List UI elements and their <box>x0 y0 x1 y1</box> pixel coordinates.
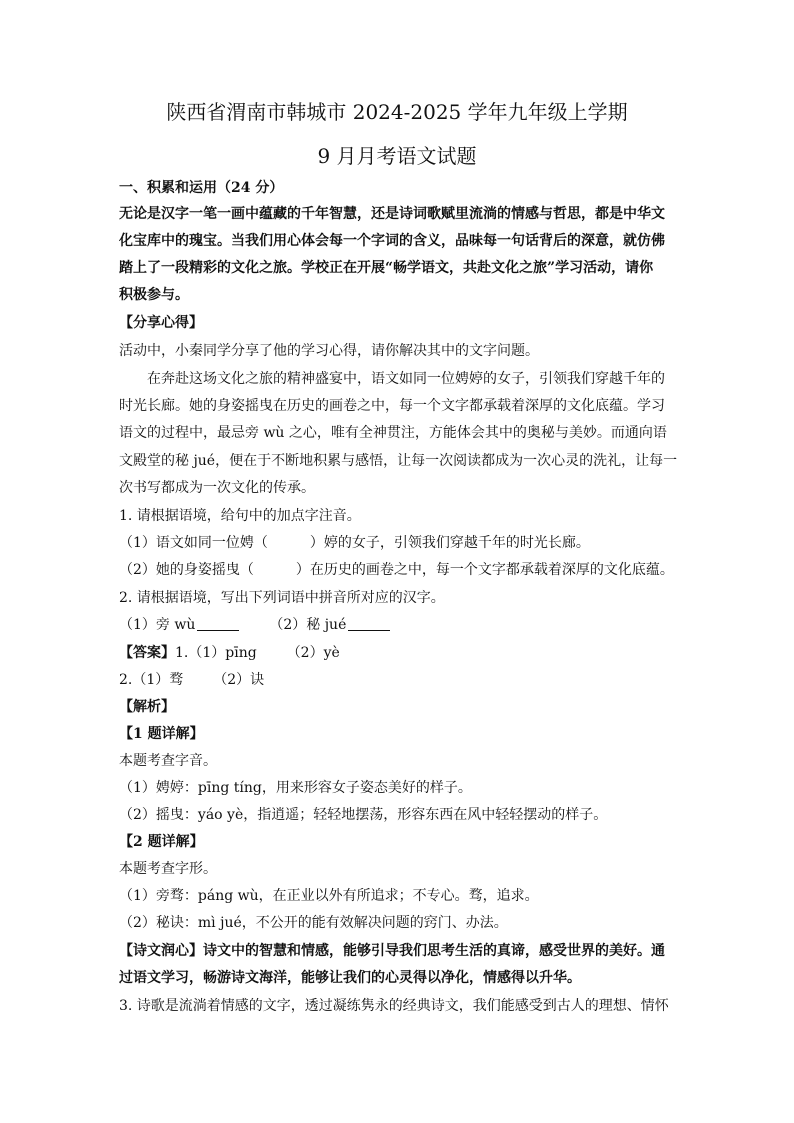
question-1-item-2: （2）她的身姿摇曳（ ）在历史的画卷之中，每一个文字都承载着深厚的文化底蕴。 <box>119 562 674 578</box>
passage-line-5: 次书写都成为一次文化的传承。 <box>119 480 315 496</box>
detail-1-item-2: （2）摇曳：yáo yè，指逍遥；轻轻地摆荡，形容东西在风中轻轻摆动的样子。 <box>119 807 608 823</box>
passage-line-1: 在奔赴这场文化之旅的精神盛宴中，语文如同一位娉婷的女子，引领我们穿越千年的 <box>147 371 665 387</box>
question-2-item-2: （2）秘 jué <box>269 617 347 633</box>
document-title-line1: 陕西省渭南市韩城市 2024-2025 学年九年级上学期 <box>166 100 628 124</box>
answer-line-1 <box>119 643 679 663</box>
intro-line-4: 积极参与。 <box>119 287 189 303</box>
question-2-items <box>119 615 679 635</box>
question-1-item-1: （1）语文如同一位娉（ ）婷的女子，引领我们穿越千年的时光长廊。 <box>119 535 590 551</box>
answer-2-part-1: 2.（1）骛 <box>119 672 184 688</box>
answer-blank-1 <box>197 616 239 631</box>
detail-1-lead: 本题考查字音。 <box>119 753 217 769</box>
intro-line-2: 化宝库中的瑰宝。当我们用心体会每一个字词的含义，品味每一句话背后的深意，就仿佛 <box>119 233 665 249</box>
intro-line-3: 踏上了一段精彩的文化之旅。学校正在开展“畅学语文，共赴文化之旅”学习活动，请你 <box>119 260 654 276</box>
section-heading: 一、积累和运用（24 分） <box>119 180 284 196</box>
passage-line-2: 时光长廊。她的身姿摇曳在历史的画卷之中，每一个文字都承载着深厚的文化底蕴。学习 <box>119 398 665 414</box>
poetry-line-2: 过语文学习，畅游诗文海洋，能够让我们的心灵得以净化，情感得以升华。 <box>119 970 581 986</box>
answer-blank-2 <box>348 616 390 631</box>
question-2-prompt: 2. 请根据语境，写出下列词语中拼音所对应的汉字。 <box>119 590 445 606</box>
detail-2-label: 【2 题详解】 <box>119 834 204 850</box>
answer-line-2 <box>119 670 679 690</box>
detail-2-item-1: （1）旁骛：páng wù，在正业以外有所追求；不专心。骛，追求。 <box>119 888 539 904</box>
share-label: 【分享心得】 <box>119 315 203 331</box>
answer-1-part-1: 1.（1）pīng <box>175 645 257 661</box>
passage-line-4: 文殿堂的秘 jué，便在于不断地积累与感悟，让每一次阅读都成为一次心灵的洗礼，让每一 <box>119 453 678 469</box>
passage-line-3: 语文的过程中，最忌旁 wù 之心，唯有全神贯注，方能体会其中的奥秘与美妙。而通向语 <box>119 425 667 441</box>
question-3-line-1: 3. 诗歌是流淌着情感的文字，透过凝练隽永的经典诗文，我们能感受到古人的理想、情怀 <box>119 998 669 1014</box>
detail-1-item-1: （1）娉婷：pīng tíng，用来形容女子姿态美好的样子。 <box>119 780 472 796</box>
answer-label: 【答案】 <box>119 645 175 661</box>
detail-2-lead: 本题考查字形。 <box>119 861 217 877</box>
analysis-label: 【解析】 <box>119 699 175 715</box>
answer-1-part-2: （2）yè <box>286 645 340 661</box>
detail-1-label: 【1 题详解】 <box>119 726 204 742</box>
question-2-item-1: （1）旁 wù <box>119 617 196 633</box>
intro-line-1: 无论是汉字一笔一画中蕴藏的千年智慧，还是诗词歌赋里流淌的情感与哲思，都是中华文 <box>119 206 665 222</box>
question-1-prompt: 1. 请根据语境，给句中的加点字注音。 <box>119 508 361 524</box>
share-lead: 活动中，小秦同学分享了他的学习心得，请你解决其中的文字问题。 <box>119 343 539 359</box>
detail-2-item-2: （2）秘诀：mì jué，不公开的能有效解决问题的窍门、办法。 <box>119 915 508 931</box>
document-title-line2: 9 月月考语文试题 <box>317 144 477 168</box>
poetry-line-1: 【诗文润心】诗文中的智慧和情感，能够引导我们思考生活的真谛，感受世界的美好。通 <box>119 943 665 959</box>
answer-2-part-2: （2）诀 <box>213 672 265 688</box>
